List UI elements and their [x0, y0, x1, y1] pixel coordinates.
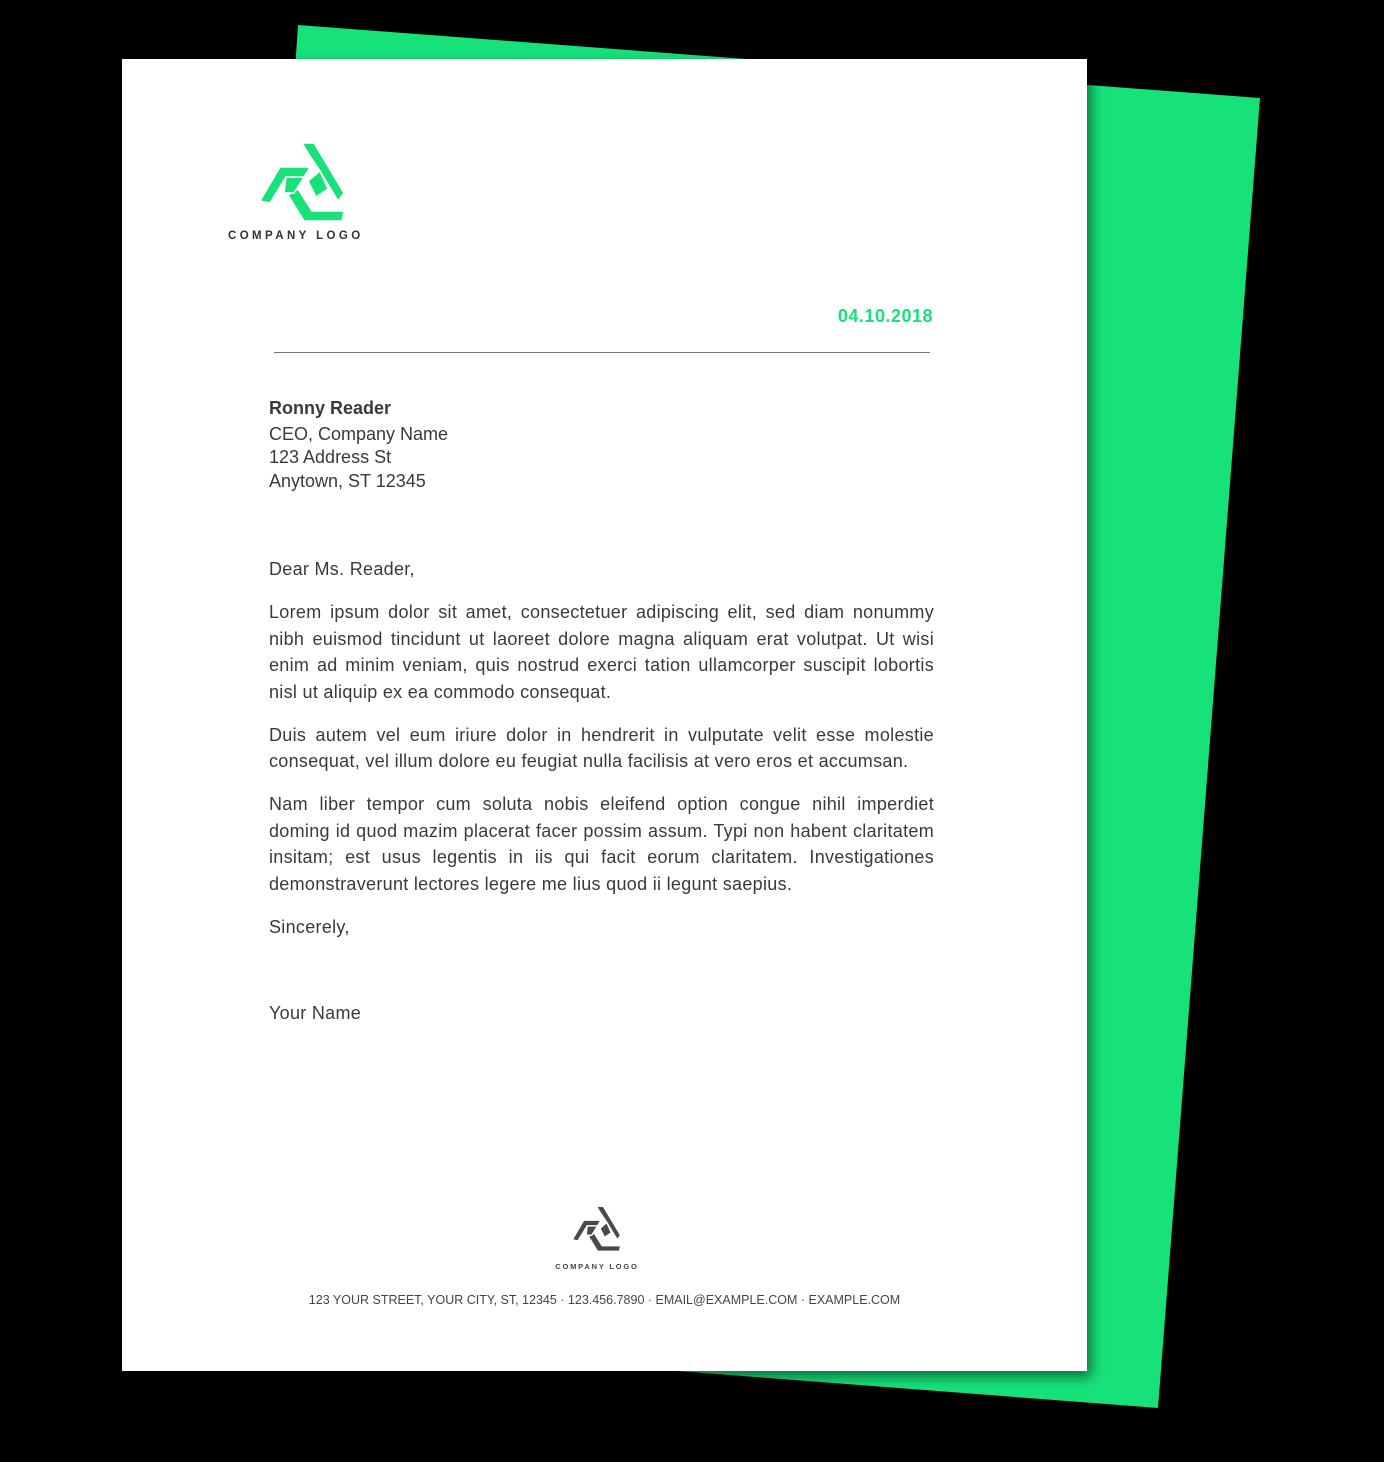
- letter-body: [269, 556, 934, 1043]
- closing: Sincerely,: [269, 916, 350, 937]
- recipient-city: Anytown, ST 12345: [269, 470, 426, 491]
- recipient-title: CEO, Company Name: [269, 423, 449, 444]
- paragraph: Lorem ipsum dolor sit amet, consectetuer adipiscing elit, sed diam nonummy nibh euismod tincidunt ut laoreet dolore magna aliquam erat volutpat. Ut wisi enim ad minim veniam, quis nostrud exerci tation ullamcorper suscipit lobortis nisl ut aliquip ex ea commodo consequat.: [269, 602, 934, 702]
- footer-logo: [552, 1205, 642, 1271]
- recipient-street: 123 Address St: [269, 447, 392, 467]
- footer-contact: 123 YOUR STREET, YOUR CITY, ST, 12345 · 123.456.7890 · EMAIL@EXAMPLE.COM · EXAMPLE.COM: [308, 1293, 901, 1307]
- footer-logo-text: COMPANY LOGO: [555, 1262, 639, 1271]
- logo-triangle-icon: [258, 141, 348, 227]
- company-logo: [228, 141, 364, 242]
- letter-date: 04.10.2018: [837, 306, 933, 326]
- header-divider: [274, 352, 930, 353]
- signature-name: Your Name: [269, 1003, 362, 1023]
- logo-text: COMPANY LOGO: [228, 230, 364, 242]
- recipient-block: [269, 397, 448, 493]
- logo-triangle-icon: [571, 1205, 623, 1255]
- letterhead-page: [122, 59, 1087, 1371]
- recipient-name: Ronny Reader: [269, 398, 392, 418]
- paragraph: Duis autem vel eum iriure dolor in hendrerit in vulputate velit esse molestie consequat, vel illum dolore eu feugiat nulla facilisis at vero eros et accumsan.: [269, 724, 934, 771]
- salutation: Dear Ms. Reader,: [269, 559, 415, 579]
- paragraph: Nam liber tempor cum soluta nobis eleifend option congue nihil imperdiet doming id quod mazim placerat facer possim assum. Typi non habent claritatem insitam; est usus legentis in iis qui facit eorum claritatem. Investigationes demonstraverunt lectores legere me lius quod ii legunt saepius.: [269, 794, 934, 894]
